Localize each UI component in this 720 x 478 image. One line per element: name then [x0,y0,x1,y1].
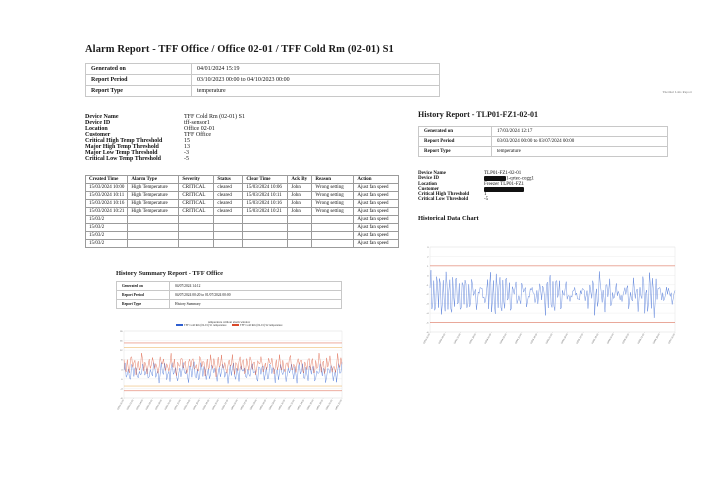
detail-row [85,156,249,162]
table-row [419,127,668,137]
svg-text:03/04 06:00: 03/04 06:00 [499,333,508,345]
table-row [86,208,399,216]
detail-value: 13 [184,144,190,150]
table-cell: 15/03/2024 10:21 [86,208,128,216]
table-cell: High Temperature [128,208,179,216]
svg-text:03/03 18:00: 03/03 18:00 [469,333,477,345]
table-cell: Ajust fan speed [354,184,399,192]
summary-report-title: History Summary Report - TFF Office [116,270,224,277]
svg-text:03/03 00:00: 03/03 00:00 [423,333,431,345]
table-row [86,232,399,240]
svg-text:-3: -3 [426,303,429,306]
svg-text:12: 12 [120,350,123,353]
table-cell: Ajust fan speed [354,232,399,240]
table-cell: 15/03/2024 10:00 [86,184,128,192]
column-header: Action [354,176,399,184]
svg-text:03/05 18:00: 03/05 18:00 [591,333,600,345]
table-cell [179,216,214,224]
table-cell [312,240,354,248]
detail-key: Customer [418,186,440,192]
table-row [86,240,399,248]
svg-text:03/07 00:00: 03/07 00:00 [668,333,676,345]
legend-label: TFF Cold Rm (02-01) S1 temperature [184,324,227,327]
table-cell [214,224,243,232]
table-cell [243,224,288,232]
column-header: Reason [312,176,354,184]
alarm-report [85,44,440,248]
svg-text:03/06 06:00: 03/06 06:00 [622,333,630,345]
meta-key: Report Type [419,147,492,157]
meta-key: Report Type [117,300,170,309]
detail-key: Customer [85,132,111,138]
detail-key: Critical Low Temp Threshold [85,156,161,162]
meta-value: 04/07/2024 00:20 to 01/07/2024 00:00 [170,291,342,300]
detail-key: Device Name [85,114,119,120]
table-row [419,137,668,147]
table-cell: cleared [214,208,243,216]
history-report-title: History Report - TLP01-FZ1-02-01 [418,110,539,119]
table-cell: cleared [214,200,243,208]
table-cell [214,232,243,240]
table-row [86,75,440,86]
table-cell: 15/03/2 [86,216,128,224]
table-cell: Ajust fan speed [354,192,399,200]
detail-key: Critical Low Threshold [418,197,469,203]
detail-key: Device ID [418,176,439,181]
meta-value: temperature [492,147,668,157]
svg-text:04/10 02:00: 04/10 02:00 [240,399,249,411]
svg-text:03/10 08:00: 03/10 08:00 [155,399,163,411]
table-cell [128,224,179,232]
svg-text:03/10 00:00: 03/10 00:00 [117,399,125,411]
svg-text:04/10 22:00: 04/10 22:00 [335,399,343,411]
svg-text:03/10 20:00: 03/10 20:00 [212,399,220,411]
legend-entry [176,324,227,327]
table-cell: High Temperature [128,192,179,200]
svg-text:04/10 06:00: 04/10 06:00 [259,399,268,411]
meta-key: Generated on [117,282,170,291]
table-cell: Ajust fan speed [354,216,399,224]
table-cell: Wrong setting [312,184,354,192]
table-cell: 15/03/2024 10:16 [243,200,288,208]
table-cell: CRITICAL [179,208,214,216]
svg-text:-8: -8 [120,398,123,400]
summary-chart-plot [113,328,345,428]
table-cell [128,240,179,248]
table-cell [214,240,243,248]
table-row [117,282,342,291]
table-cell: 15/03/2024 10:21 [243,208,288,216]
history-device-details [418,171,538,202]
detail-key: Location [85,126,108,132]
table-cell: 15/03/2024 10:06 [243,184,288,192]
svg-text:04/10 18:00: 04/10 18:00 [316,399,324,411]
column-header: Created Time [86,176,128,184]
detail-value: -5 [484,197,489,203]
alarm-report-title: Alarm Report - TFF Office / Office 02-01 / TFF Cold Rm (02-01) S1 [85,44,394,55]
alarm-device-details [85,114,249,162]
svg-text:04/10 12:00: 04/10 12:00 [287,399,296,411]
svg-text:03/10 18:00: 03/10 18:00 [202,399,211,411]
svg-text:03/10 16:00: 03/10 16:00 [193,399,201,411]
svg-text:03/10 10:00: 03/10 10:00 [164,399,173,411]
svg-text:03/04 18:00: 03/04 18:00 [530,333,539,345]
svg-text:03/10 02:00: 03/10 02:00 [126,399,135,411]
table-cell: Wrong setting [312,192,354,200]
svg-text:04/10 16:00: 04/10 16:00 [306,399,315,411]
meta-value: 17/03/2024 12:17 [492,127,668,137]
svg-text:03/06 18:00: 03/06 18:00 [653,333,661,345]
table-row [86,192,399,200]
svg-text:4: 4 [121,369,123,372]
meta-key: Report Period [419,137,492,147]
table-row [117,300,342,309]
detail-value: Freezer TLP01-FZ1 [484,181,525,187]
svg-text:20: 20 [120,331,123,333]
table-cell: John [288,184,312,192]
detail-key: Device ID [85,120,111,126]
svg-text:04/10 00:00: 04/10 00:00 [231,399,239,411]
summary-chart-title: temperature without alarm window [207,320,251,324]
table-cell [288,232,312,240]
table-row [86,64,440,75]
svg-text:-4: -4 [120,388,123,391]
corner-note: Thermal Labs Report [662,90,692,94]
detail-value: tff-sensor1 [184,120,210,126]
table-cell: CRITICAL [179,200,214,208]
meta-key: Report Period [86,75,192,86]
detail-value: -3 [184,150,189,156]
history-chart-plot [418,244,678,366]
table-cell: Ajust fan speed [354,224,399,232]
detail-value: TFF Cold Rm (02-01) S1 [184,114,246,120]
detail-value-text: 1-qrtec-cogg1 [506,176,535,182]
svg-text:03/06 00:00: 03/06 00:00 [607,333,615,345]
alarm-table-body [86,184,399,248]
legend-swatch-icon [176,324,183,326]
svg-text:03/04 12:00: 03/04 12:00 [515,333,523,345]
meta-value: 03/03/2024 00:00 to 03/07/2024 00:00 [492,137,668,147]
summary-temperature-chart [113,320,345,438]
table-cell: John [288,200,312,208]
table-cell: 15/03/2 [86,240,128,248]
svg-text:03/10 04:00: 03/10 04:00 [136,399,144,411]
detail-key: Device Name [418,171,446,176]
table-cell [214,216,243,224]
table-cell: CRITICAL [179,184,214,192]
table-cell [179,232,214,240]
table-cell [179,240,214,248]
svg-text:-6: -6 [426,332,429,334]
column-header: Severity [179,176,214,184]
svg-text:04/10 04:00: 04/10 04:00 [250,399,258,411]
table-cell: John [288,192,312,200]
table-cell [128,232,179,240]
detail-key: Location [418,181,437,187]
meta-key: Report Type [86,86,192,97]
svg-text:2: 2 [427,256,429,259]
svg-text:04/10 10:00: 04/10 10:00 [278,399,286,411]
table-cell [128,216,179,224]
table-cell: 15/03/2024 10:16 [86,200,128,208]
detail-value [484,176,538,182]
alarm-report-meta-table [85,63,440,97]
redacted-bar [484,187,524,192]
svg-text:-5: -5 [426,322,429,325]
table-header-row [86,176,399,184]
meta-value: temperature [192,86,440,97]
detail-value: TFF Office [184,132,212,138]
meta-key: Generated on [86,64,192,75]
column-header: Ack By [288,176,312,184]
column-header: Status [214,176,243,184]
svg-text:03/10 06:00: 03/10 06:00 [145,399,154,411]
detail-key: Major High Temp Threshold [85,144,159,150]
svg-text:03/10 22:00: 03/10 22:00 [221,399,230,411]
svg-text:16: 16 [120,340,123,343]
svg-text:03/05 12:00: 03/05 12:00 [576,333,584,345]
detail-key: Major Low Temp Threshold [85,150,158,156]
svg-text:03/06 12:00: 03/06 12:00 [637,333,646,345]
detail-value: 15 [184,138,190,144]
column-header: Clear Time [243,176,288,184]
table-cell: Wrong setting [312,208,354,216]
table-cell [312,224,354,232]
table-cell [288,240,312,248]
table-cell: 15/03/2 [86,232,128,240]
table-cell: Wrong setting [312,200,354,208]
table-row [419,147,668,157]
history-data-chart [418,244,678,366]
meta-key: Generated on [419,127,492,137]
svg-text:8: 8 [121,359,123,362]
history-summary-report [113,268,351,313]
svg-text:04/10 14:00: 04/10 14:00 [297,399,305,411]
svg-text:04/10 20:00: 04/10 20:00 [325,399,334,411]
table-row [86,184,399,192]
detail-value: TLP01-FZ1-02-01 [484,171,522,176]
meta-value: History Summary [170,300,342,309]
alarm-table [85,175,399,248]
svg-text:0: 0 [121,378,123,381]
svg-text:0: 0 [427,275,429,278]
table-cell: 15/03/2 [86,224,128,232]
table-cell: cleared [214,192,243,200]
detail-value: 1 [484,192,487,198]
detail-key: Critical High Threshold [418,192,470,198]
table-row [86,224,399,232]
svg-text:-2: -2 [426,294,429,297]
history-chart-title: Historical Data Chart [418,215,479,223]
detail-value: Office 02-01 [184,126,215,132]
table-cell [288,216,312,224]
svg-text:03/10 12:00: 03/10 12:00 [174,399,182,411]
detail-value: -5 [184,156,189,162]
svg-text:04/10 08:00: 04/10 08:00 [269,399,277,411]
table-cell [243,240,288,248]
svg-text:03/05 00:00: 03/05 00:00 [545,333,554,345]
table-cell: cleared [214,184,243,192]
svg-text:03/04 00:00: 03/04 00:00 [484,333,493,345]
svg-text:03/05 06:00: 03/05 06:00 [561,333,569,345]
table-row [86,216,399,224]
svg-text:03/03 12:00: 03/03 12:00 [453,333,462,345]
table-cell: CRITICAL [179,192,214,200]
table-cell [312,232,354,240]
table-row [86,200,399,208]
table-cell: Ajust fan speed [354,240,399,248]
table-row [117,291,342,300]
svg-text:-4: -4 [426,313,429,316]
table-cell [179,224,214,232]
redacted-bar [484,176,506,181]
table-cell: High Temperature [128,200,179,208]
column-header: Alarm Type [128,176,179,184]
table-cell: John [288,208,312,216]
svg-text:03/03 06:00: 03/03 06:00 [438,333,447,345]
svg-text:3: 3 [427,247,429,249]
svg-text:-1: -1 [426,284,429,287]
summary-chart-legend [113,324,345,327]
svg-text:03/10 14:00: 03/10 14:00 [183,399,192,411]
detail-key: Critical High Temp Threshold [85,138,163,144]
table-cell [243,216,288,224]
table-cell [243,232,288,240]
meta-value: 04/01/2024 15:19 [192,64,440,75]
table-cell: High Temperature [128,184,179,192]
table-cell: Ajust fan speed [354,200,399,208]
meta-value: 03/10/2023 00:00 to 04/10/2023 00:00 [192,75,440,86]
history-report [418,110,668,222]
meta-key: Report Period [117,291,170,300]
table-row [86,86,440,97]
detail-row [418,197,538,202]
table-cell [288,224,312,232]
svg-text:1: 1 [427,265,429,268]
table-cell: Ajust fan speed [354,208,399,216]
summary-report-meta-table [116,281,342,309]
history-report-meta-table [418,126,668,157]
table-cell: 15/03/2024 10:11 [86,192,128,200]
legend-label: TFF Cold Rm (02-01) S2 temperature [240,324,283,327]
legend-entry [232,324,283,327]
table-cell [312,216,354,224]
meta-value: 04/07/2024 14:12 [170,282,342,291]
table-cell: 15/03/2024 10:11 [243,192,288,200]
legend-swatch-icon [232,324,239,326]
